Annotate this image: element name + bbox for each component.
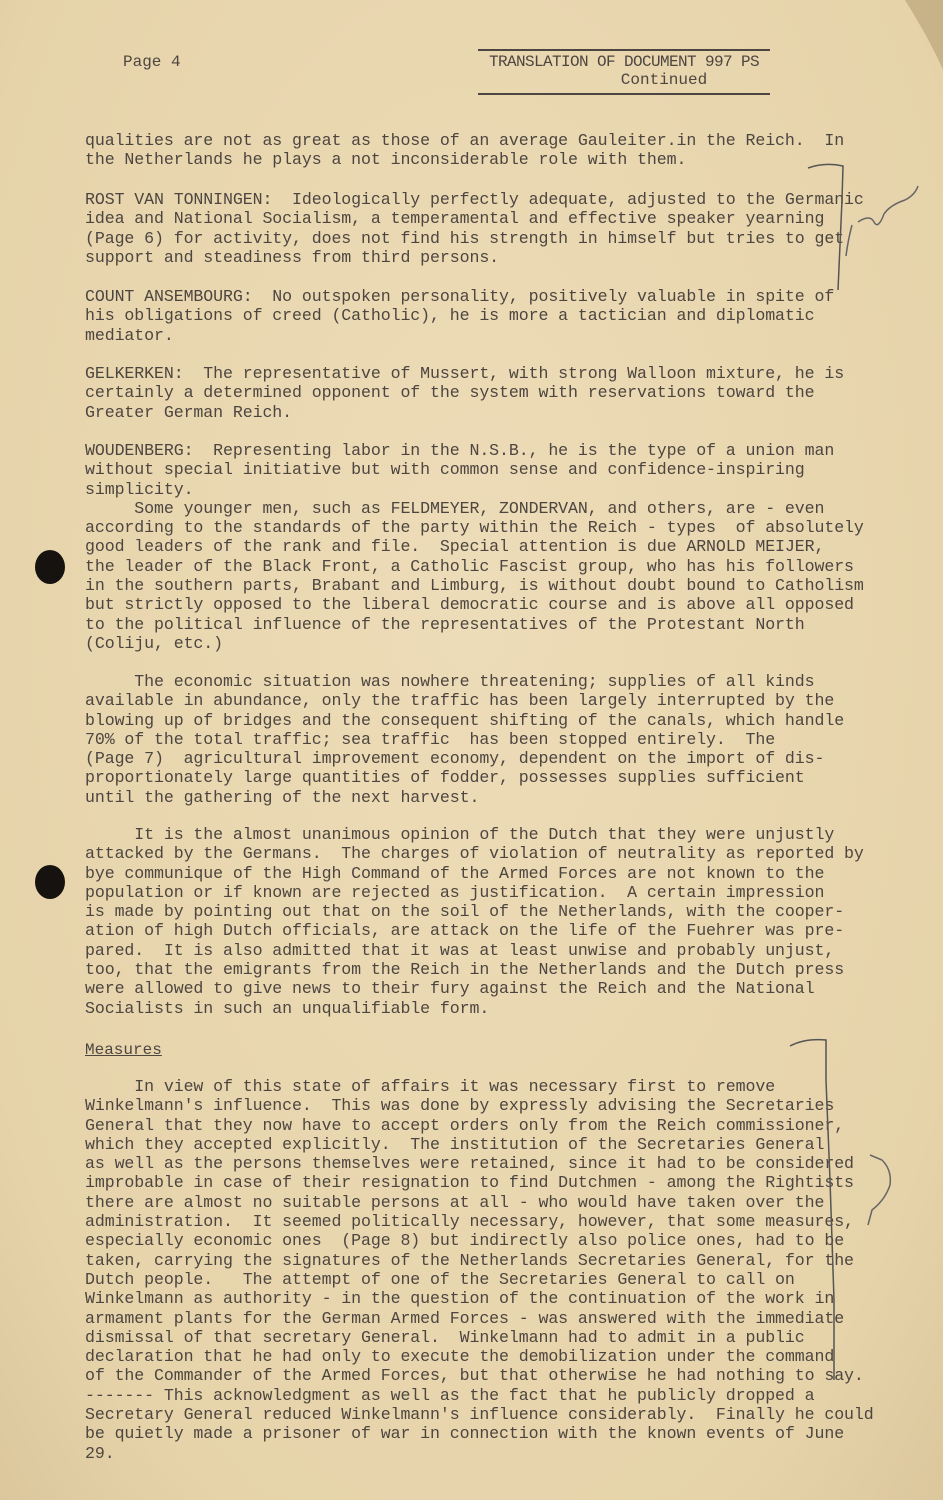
text-line: according to the standards of the party within the Reich - types of absolutely	[85, 518, 864, 538]
text-line: administration. It seemed politically necessary, however, that some measures,	[85, 1212, 854, 1232]
text-line: Greater German Reich.	[85, 402, 293, 422]
text-line: simplicity.	[85, 479, 194, 499]
text-line: without special initiative but with common sense and confidence-inspiring	[85, 460, 805, 480]
text-line: available in abundance, only the traffic has been largely interrupted by the	[85, 691, 835, 711]
document-subtitle: Continued	[620, 71, 708, 89]
text-line: were allowed to give news to their fury against the Reich and the National	[85, 979, 815, 999]
text-line: ------- This acknowledgment as well as the fact that he publicly dropped a	[85, 1385, 815, 1405]
text-line: until the gathering of the next harvest.	[85, 787, 480, 807]
handwritten-initials	[846, 186, 918, 256]
text-line: especially economic ones (Page 8) but indirectly also police ones, had to be	[85, 1231, 845, 1251]
section-heading-measures: Measures	[85, 1041, 162, 1059]
text-line: taken, carrying the signatures of the Netherlands Secretaries General, for the	[85, 1250, 854, 1270]
text-line: there are almost no suitable persons at all - who would have taken over the	[85, 1192, 825, 1212]
text-line: the leader of the Black Front, a Catholic Fascist group, who has his followers	[85, 556, 854, 576]
text-line: (Coliju, etc.)	[85, 633, 224, 653]
text-line: too, that the emigrants from the Reich in the Netherlands and the Dutch press	[85, 960, 845, 980]
text-line: to the political influence of the representatives of the Protestant North	[85, 614, 805, 634]
text-line: his obligations of creed (Catholic), he is more a tactician and diplomatic	[85, 306, 815, 326]
text-line: but strictly opposed to the liberal democratic course and is above all opposed	[85, 595, 854, 615]
text-line: Dutch people. The attempt of one of the Secretaries General to call on	[85, 1269, 795, 1289]
text-line: ROST VAN TONNINGEN: Ideologically perfectly adequate, adjusted to the Germanic	[85, 190, 864, 209]
text-line: General that they now have to accept orders only from the Reich commissioner,	[85, 1115, 845, 1135]
text-line: idea and National Socialism, a temperamental and effective speaker yearning	[85, 209, 825, 229]
text-line: The economic situation was nowhere threatening; supplies of all kinds	[85, 672, 815, 691]
text-line: COUNT ANSEMBOURG: No outspoken personality, positively valuable in spite of	[85, 287, 835, 306]
text-line: It is the almost unanimous opinion of the Dutch that they were unjustly	[85, 825, 835, 844]
text-line: 70% of the total traffic; sea traffic has been stopped entirely. The	[85, 729, 776, 749]
handwritten-mark	[868, 1155, 890, 1225]
text-line: attacked by the Germans. The charges of violation of neutrality as reported by	[85, 844, 864, 864]
text-line: the Netherlands he plays a not inconsiderable role with them.	[85, 150, 687, 170]
text-line: population or if known are rejected as justification. A certain impression	[85, 882, 825, 902]
text-line: armament plants for the German Armed Forces - was answered with the immediate	[85, 1308, 845, 1328]
text-line: (Page 6) for activity, does not find his strength in himself but tries to get	[85, 228, 845, 248]
text-line: Socialists in such an unqualifiable form.	[85, 998, 490, 1018]
text-line: which they accepted explicitly. The institution of the Secretaries General	[85, 1134, 825, 1154]
text-line: proportionately large quantities of fodder, possesses supplies sufficient	[85, 768, 805, 788]
page-number: Page 4	[123, 53, 181, 71]
text-line: bye communique of the High Command of the Armed Forces are not known to the	[85, 863, 825, 883]
text-line: support and steadiness from third persons.	[85, 247, 500, 267]
torn-corner	[905, 0, 943, 70]
margin-bracket-mark	[808, 164, 843, 290]
text-line: Winkelmann as authority - in the question of the continuation of the work in	[85, 1289, 835, 1309]
text-line: as well as the persons themselves were retained, since it had to be considered	[85, 1154, 854, 1174]
text-line: in the southern parts, Brabant and Limburg, is without doubt bound to Catholism	[85, 576, 864, 596]
text-line: pared. It is also admitted that it was at least unwise and probably unjust,	[85, 940, 835, 960]
text-line: blowing up of bridges and the consequent shifting of the canals, which handle	[85, 710, 845, 730]
text-line: of the Commander of the Armed Forces, but that otherwise he had nothing to say.	[85, 1366, 864, 1386]
text-line: mediator.	[85, 325, 174, 345]
text-line: dismissal of that secretary General. Winkelmann had to admit in a public	[85, 1327, 805, 1347]
text-line: Winkelmann's influence. This was done by expressly advising the Secretaries	[85, 1096, 835, 1116]
text-line: GELKERKEN: The representative of Mussert, with strong Walloon mixture, he is	[85, 364, 845, 383]
text-line: 29.	[85, 1443, 115, 1463]
text-line: WOUDENBERG: Representing labor in the N.S.B., he is the type of a union man	[85, 441, 835, 460]
text-line: is made by pointing out that on the soil of the Netherlands, with the cooper-	[85, 902, 845, 922]
margin-bracket-mark	[790, 1040, 834, 1380]
text-line: improbable in case of their resignation to find Dutchmen - among the Rightists	[85, 1173, 854, 1193]
text-line: be quietly made a prisoner of war in connection with the known events of June	[85, 1424, 845, 1444]
text-line: qualities are not as great as those of an average Gauleiter.in the Reich. In	[85, 131, 845, 150]
text-line: certainly a determined opponent of the system with reservations toward the	[85, 383, 815, 403]
text-line: good leaders of the rank and file. Special attention is due ARNOLD MEIJER,	[85, 537, 825, 557]
text-line: declaration that he had only to execute the demobilization under the command	[85, 1347, 835, 1367]
text-line: ation of high Dutch officials, are attack on the life of the Fuehrer was pre-	[85, 921, 845, 941]
text-line: Some younger men, such as FELDMEYER, ZONDERVAN, and others, are - even	[85, 498, 825, 518]
text-line: (Page 7) agricultural improvement economy, dependent on the import of dis-	[85, 749, 825, 769]
text-line: In view of this state of affairs it was necessary first to remove	[85, 1077, 776, 1096]
document-title: TRANSLATION OF DOCUMENT 997 PS	[488, 53, 760, 71]
text-line: Secretary General reduced Winkelmann's influence considerably. Finally he could	[85, 1405, 874, 1425]
